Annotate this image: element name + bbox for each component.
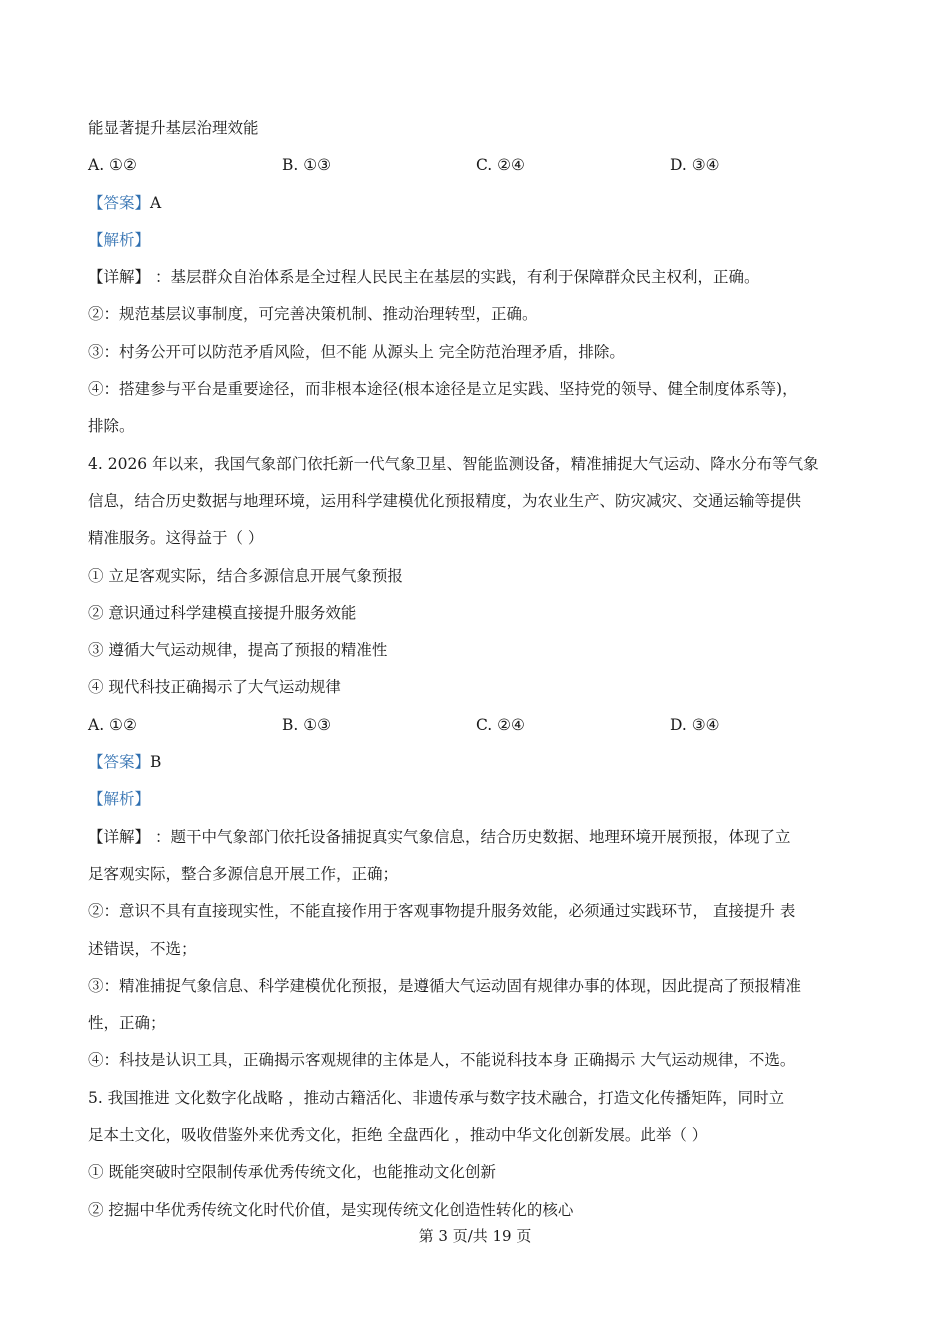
answer-value: A	[150, 193, 162, 212]
q4-stem-line: 精准服务。这得益于（ ）	[88, 529, 264, 548]
q4-stem-line: 4. 2026 年以来，我国气象部门依托新一代气象卫星、智能监测设备，精准捕捉大气运动、降水分布等气象	[88, 454, 819, 473]
explain-line: ④：搭建参与平台是重要途径，而非根本途径(根本途径是立足实践、坚持党的领导、健全制度体系等)，	[88, 380, 798, 399]
q4-option: ④ 现代科技正确揭示了大气运动规律	[88, 678, 341, 697]
q3-choices	[88, 147, 868, 184]
page-content	[88, 110, 868, 1229]
q4-stem-line: 信息，结合历史数据与地理环境，运用科学建模优化预报精度，为农业生产、防灾减灾、交通运输等提供	[88, 491, 802, 510]
choice-c: C. ②④	[476, 715, 525, 734]
detail-tag: 【详解】	[88, 268, 151, 287]
q4-option: ③ 遵循大气运动规律，提高了预报的精准性	[88, 641, 388, 660]
answer-tag: 【答案】	[88, 753, 151, 772]
explain-line: ④：科技是认识工具，正确揭示客观规律的主体是人，不能说科技本身 正确揭示 大气运动规律，不选。	[88, 1051, 796, 1070]
q4-detail-line	[88, 819, 868, 856]
q4-option: ② 意识通过科学建模直接提升服务效能	[88, 603, 357, 622]
choice-a: A. ①②	[88, 156, 137, 175]
choice-a: A. ①②	[88, 715, 137, 734]
analysis-tag: 【解析】	[88, 790, 151, 809]
q5-stem-line: 5. 我国推进 文化数字化战略 ，推动古籍活化、非遗传承与数字技术融合，打造文化传播矩阵，同时立	[88, 1088, 785, 1107]
answer-tag: 【答案】	[88, 193, 151, 212]
explain-line: ③：精准捕捉气象信息、科学建模优化预报，是遵循大气运动固有规律办事的体现，因此提高了预报精准	[88, 976, 802, 995]
q3-answer	[88, 185, 868, 222]
explain-line: 述错误，不选；	[88, 939, 197, 958]
q5-option: ② 挖掘中华优秀传统文化时代价值，是实现传统文化创造性转化的核心	[88, 1200, 574, 1219]
text-line: 能显著提升基层治理效能	[88, 119, 259, 137]
q5-option: ① 既能突破时空限制传承优秀传统文化，也能推动文化创新	[88, 1163, 496, 1182]
explain-line: ②：规范基层议事制度，可完善决策机制、推动治理转型，正确。	[88, 305, 538, 324]
q3-analysis	[88, 222, 868, 259]
explain-line: 排除。	[88, 417, 135, 436]
explain-text: ：基层群众自治体系是全过程人民民主在基层的实践，有利于保障群众民主权利，正确。	[150, 268, 760, 287]
page-footer: 第 3 页/共 19 页	[418, 1227, 532, 1245]
explain-line: 足客观实际，整合多源信息开展工作，正确；	[88, 864, 399, 883]
analysis-tag: 【解析】	[88, 230, 151, 249]
choice-d: D. ③④	[670, 156, 720, 175]
explain-text: ：题干中气象部门依托设备捕捉真实气象信息，结合历史数据、地理环境开展预报，体现了立	[150, 827, 791, 846]
answer-value: B	[150, 753, 162, 772]
q4-answer	[88, 744, 868, 781]
explain-line: ②：意识不具有直接现实性，不能直接作用于客观事物提升服务效能，必须通过实践环节， 直接提升 表	[88, 902, 796, 921]
explain-line: 性，正确；	[88, 1014, 166, 1033]
choice-c: C. ②④	[476, 156, 525, 175]
q4-analysis	[88, 781, 868, 818]
q4-option: ① 立足客观实际，结合多源信息开展气象预报	[88, 566, 403, 585]
choice-b: B. ①③	[282, 715, 332, 734]
choice-b: B. ①③	[282, 156, 332, 175]
explain-line: ③：村务公开可以防范矛盾风险，但不能 从源头上 完全防范治理矛盾，排除。	[88, 342, 625, 361]
q3-detail-line	[88, 259, 868, 296]
detail-tag: 【详解】	[88, 827, 151, 846]
q5-stem-line: 足本土文化，吸收借鉴外来优秀文化，拒绝 全盘西化 ，推动中华文化创新发展。此举（ ）	[88, 1126, 708, 1145]
choice-d: D. ③④	[670, 715, 720, 734]
q4-choices	[88, 707, 868, 744]
